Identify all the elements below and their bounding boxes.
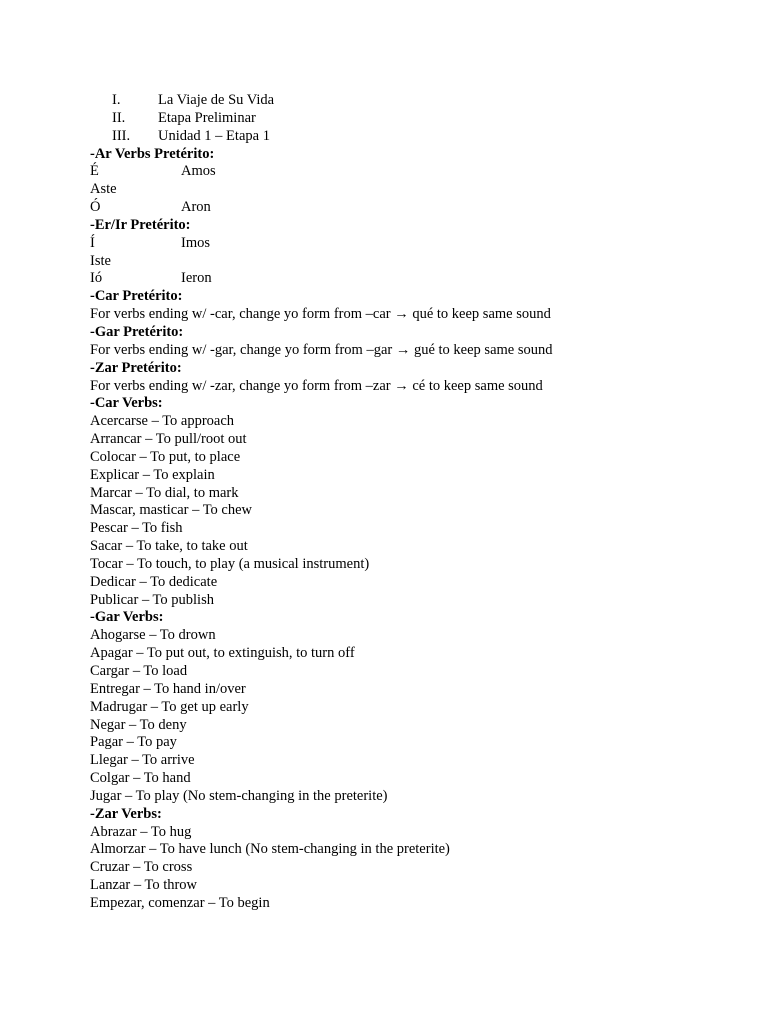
outline-item xyxy=(90,128,730,146)
verb-item: Tocar – To touch, to play (a musical instrument) xyxy=(90,555,370,572)
verb-item: Almorzar – To have lunch (No stem-changing in the preterite) xyxy=(90,841,450,858)
outline-number: III. xyxy=(112,127,131,144)
section-heading: -Ar Verbs Pretérito: xyxy=(90,145,215,162)
verb-item: Pescar – To fish xyxy=(90,520,183,537)
verb-item: Pagar – To pay xyxy=(90,734,177,751)
section-heading: -Car Verbs: xyxy=(90,395,163,412)
ending-singular: Ó xyxy=(90,199,101,216)
section-heading: -Er/Ir Pretérito: xyxy=(90,216,191,233)
ending-row xyxy=(90,270,730,288)
ending-singular: É xyxy=(90,163,99,180)
verb-item: Apagar – To put out, to extinguish, to turn off xyxy=(90,645,355,662)
verb-item: Cruzar – To cross xyxy=(90,859,193,876)
verb-item: Explicar – To explain xyxy=(90,466,215,483)
outline-text: La Viaje de Su Vida xyxy=(158,92,275,108)
verb-item: Publicar – To publish xyxy=(90,591,214,608)
outline-text: Etapa Preliminar xyxy=(158,109,256,126)
verb-item: Acercarse – To approach xyxy=(90,413,235,430)
outline-number: II. xyxy=(112,109,126,126)
ending-singular: Ió xyxy=(90,270,103,287)
ending-plural: Aron xyxy=(181,199,211,216)
ending-row xyxy=(90,253,730,271)
outline-item xyxy=(90,110,730,128)
ending-singular: Iste xyxy=(90,252,111,269)
verb-item: Llegar – To arrive xyxy=(90,752,195,769)
outline-number: I. xyxy=(112,92,121,108)
section-heading: -Zar Verbs: xyxy=(90,805,162,822)
ending-plural: Imos xyxy=(181,234,210,251)
section-heading: -Gar Verbs: xyxy=(90,609,164,626)
ending-row xyxy=(90,235,730,253)
section-heading: -Car Pretérito: xyxy=(90,288,183,305)
verb-item: Lanzar – To throw xyxy=(90,877,198,894)
verb-item: Cargar – To load xyxy=(90,663,188,679)
section-heading: -Gar Pretérito: xyxy=(90,323,184,340)
verb-item: Abrazar – To hug xyxy=(90,823,192,840)
rule-text: For verbs ending w/ -zar, change yo form from –zar → cé to keep same sound xyxy=(90,377,543,394)
verb-item: Dedicar – To dedicate xyxy=(90,573,218,590)
verb-item: Madrugar – To get up early xyxy=(90,698,249,715)
verb-item: Entregar – To hand in/over xyxy=(90,680,246,697)
ending-row xyxy=(90,163,730,181)
ending-singular: Aste xyxy=(90,181,117,198)
verb-item: Sacar – To take, to take out xyxy=(90,538,248,555)
verb-item: Marcar – To dial, to mark xyxy=(90,484,239,501)
rule-text: For verbs ending w/ -car, change yo form from –car → qué to keep same sound xyxy=(90,306,551,323)
outline-text: Unidad 1 – Etapa 1 xyxy=(158,127,270,144)
verb-item: Mascar, masticar – To chew xyxy=(90,502,253,519)
ending-singular: Í xyxy=(90,234,95,251)
rule-text: For verbs ending w/ -gar, change yo form from –gar → gué to keep same sound xyxy=(90,341,553,358)
ending-row xyxy=(90,181,730,199)
verb-item: Arrancar – To pull/root out xyxy=(90,431,247,448)
verb-item: Colgar – To hand xyxy=(90,770,191,787)
verb-item: Colocar – To put, to place xyxy=(90,448,241,465)
document-content xyxy=(90,92,730,913)
verb-item: Jugar – To play (No stem-changing in the preterite) xyxy=(90,787,388,804)
ending-row xyxy=(90,199,730,217)
ending-plural: Ieron xyxy=(181,270,212,287)
outline-item xyxy=(90,92,730,110)
verb-item: Ahogarse – To drown xyxy=(90,627,216,644)
section-heading: -Zar Pretérito: xyxy=(90,359,182,376)
ending-plural: Amos xyxy=(181,163,216,180)
verb-item: Empezar, comenzar – To begin xyxy=(90,894,270,911)
verb-item: Negar – To deny xyxy=(90,716,187,733)
